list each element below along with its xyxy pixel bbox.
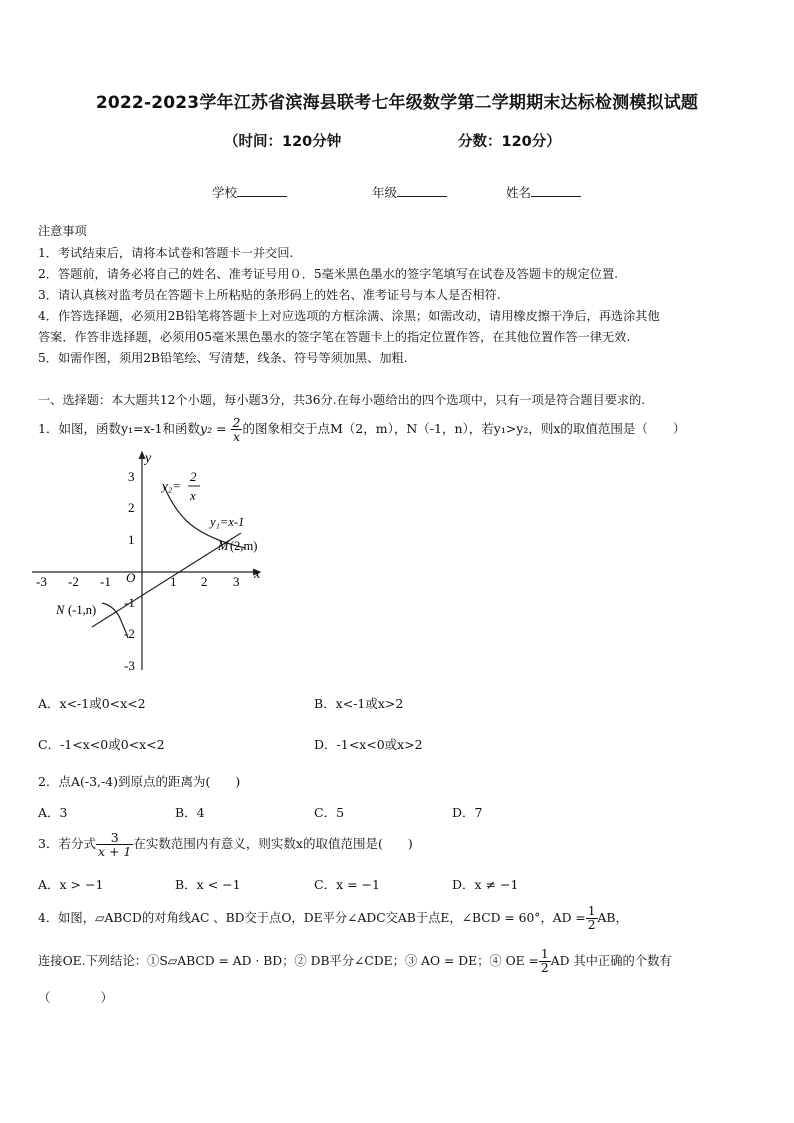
origin-label: O [126,570,136,585]
y-axis-label: y [145,451,152,466]
q3-prefix: 3．若分式 [38,836,96,851]
grade-label: 年级 [372,185,398,200]
y-tick-label: -2 [124,626,135,641]
q4-line2-tail: AD 其中正确的个数有 [550,954,672,968]
note-item-5: 5．如需作图，须用2B铅笔绘、写清楚，线条、符号等须加黑、加粗. [38,351,408,365]
q1-fraction [231,416,243,443]
question-4-line-2 [38,943,672,979]
x-tick-label: -1 [100,574,111,589]
hyperbola-label-den: x [190,488,196,503]
q2-option-d: D．7 [452,805,483,820]
q1-suffix: 的图象相交于点M（2，m），N（-1，n），若y₁>y₂，则x的取值范围是（ ） [242,421,686,436]
q4-line2-frac-num: 1 [540,947,549,962]
q3-option-c: C．x = −1 [314,877,380,892]
name-label: 姓名 [506,185,532,200]
q4-line1-frac-num: 1 [587,904,596,919]
grade-field [372,183,447,201]
q4-line2-text: 连接OE.下列结论：①S▱ABCD = AD · BD；② DB平分∠CDE；③ AO = DE；④ OE = [38,954,539,968]
q1-option-a: A．x<-1或0<x<2 [38,696,146,711]
y-tick-label: 1 [128,532,135,547]
q1-prefix: 1．如图，函数y₁=x-1和函数 [38,421,201,436]
note-item-4-cont: 答案．作答非选择题，必须用05毫米黑色墨水的签字笔在答题卡上的指定位置作答，在其他位置作答一律无效. [38,330,631,344]
x-tick-label: -3 [36,574,47,589]
y-tick-label: -1 [124,595,135,610]
x-tick-label: -2 [68,574,79,589]
q1-func-lhs: y₂ = [200,421,227,436]
note-item-3: 3．请认真核对监考员在答题卡上所粘贴的条形码上的姓名、准考证号与本人是否相符. [38,288,501,302]
q2-option-b: B．4 [175,805,205,820]
x-tick-label: 1 [170,574,177,589]
q2-option-a: A．3 [38,805,68,820]
question-4-line-1 [38,900,628,936]
q4-line1-fraction [586,905,598,932]
q1-frac-num: 2 [232,414,241,430]
x-tick-label: 2 [201,574,208,589]
q3-frac-num: 3 [96,831,133,845]
line-label: y₁=x-1 [210,515,245,529]
q3-option-d: D．x ≠ −1 [452,877,519,892]
hyperbola-label: y₂= [162,478,182,493]
point-m-label: (2,m) [230,539,258,553]
q3-fraction [96,831,133,858]
q4-line1-tail: AB， [597,911,628,925]
school-field [212,183,287,201]
q1-frac-den: x [232,429,241,444]
point-m-letter: M [218,539,229,553]
q4-line2-fraction [539,948,551,975]
q4-line2-frac-den: 2 [540,961,549,975]
score-label: 分数：120分） [458,134,561,150]
point-n-label: (-1,n) [68,603,97,617]
q1-option-d: D．-1<x<0或x>2 [314,737,423,752]
question-4-line-3: （ ） [38,990,114,1005]
q1-option-c: C．-1<x<0或0<x<2 [38,737,165,752]
q1-option-b: B．x<-1或x>2 [314,696,404,711]
name-field [506,183,581,201]
school-blank [237,184,287,197]
x-axis-label: x [254,567,261,582]
q3-option-a: A．x > −1 [38,877,104,892]
q2-option-c: C．5 [314,805,345,820]
question-2-stem: 2．点A(-3,-4)到原点的距离为( ) [38,774,241,789]
section-1-heading: 一、选择题：本大题共12个小题，每小题3分，共36分.在每小题给出的四个选项中，只有一项是符合题目要求的. [38,393,646,407]
q3-suffix: 在实数范围内有意义，则实数x的取值范围是( ) [133,836,413,851]
q3-option-b: B．x < −1 [175,877,241,892]
q4-line1-text: 4．如图，▱ABCD的对角线AC 、BD交于点O，DE平分∠ADC交AB于点E，∠BCD = 60°，AD = [38,911,586,925]
name-blank [531,184,581,197]
hyperbola-label-num: 2 [190,469,197,484]
note-item-4: 4．作答选择题，必须用2B铅笔将答题卡上对应选项的方框涂满、涂黑；如需改动，请用橡皮擦干净后，再选涂其他 [38,309,660,323]
notes-heading: 注意事项 [38,224,87,238]
page-title: 2022-2023学年江苏省滨海县联考七年级数学第二学期期末达标检测模拟试题 [95,93,699,113]
q4-line1-frac-den: 2 [587,918,596,932]
grade-blank [397,184,447,197]
note-item-2: 2．答题前，请务必将自己的姓名、准考证号用０．5毫米黑色墨水的签字笔填写在试卷及答题卡的规定位置. [38,267,619,281]
time-label: （时间：120分钟 [224,134,342,150]
y-tick-label: 2 [128,500,135,515]
q1-function-graph [30,448,270,676]
y-tick-label: 3 [128,469,135,484]
y-tick-label: -3 [124,658,135,673]
note-item-1: 1．考试结束后，请将本试卷和答题卡一并交回. [38,246,294,260]
question-1-stem [38,412,685,446]
x-tick-label: 3 [233,574,240,589]
school-label: 学校 [212,185,238,200]
point-n-letter: N [56,603,65,617]
question-3-stem [38,826,413,862]
q3-frac-den: x + 1 [97,844,132,859]
